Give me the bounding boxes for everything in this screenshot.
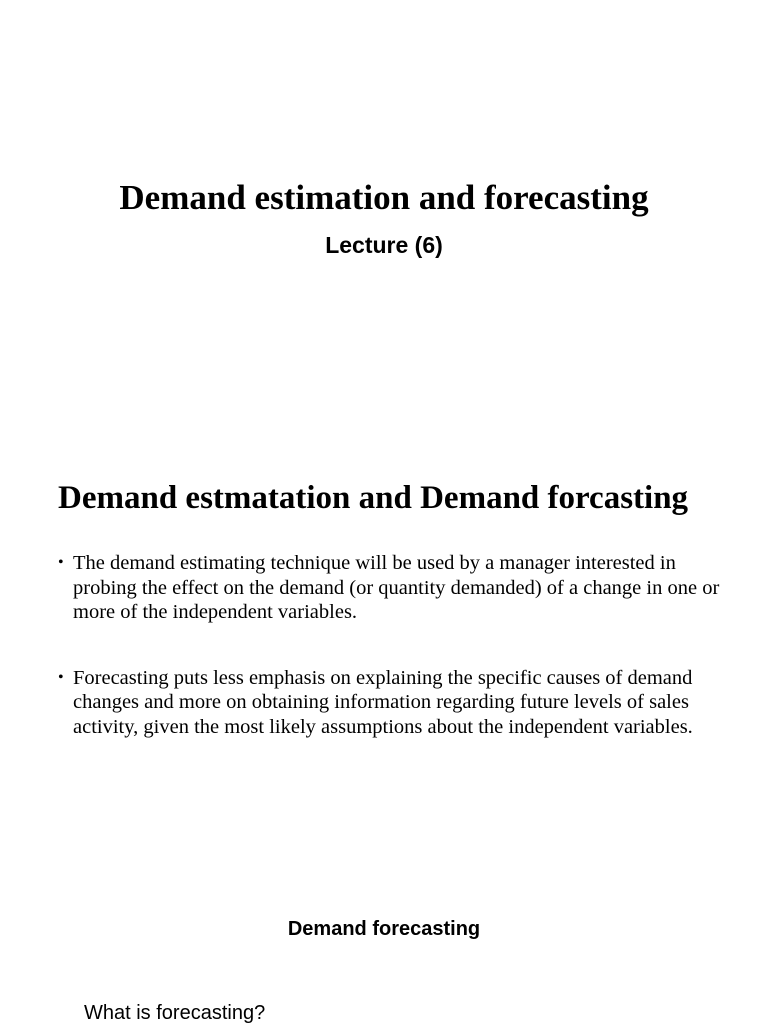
slide-estimation-vs-forecasting [0,430,768,870]
lecture-subtitle: Lecture (6) [325,232,443,258]
slide-demand-forecasting [0,870,768,1024]
presentation-title: Demand estimation and forecasting [119,178,649,217]
bullet-item [58,666,726,740]
bullet-icon: • [58,554,64,571]
slide-heading: Demand estmatation and Demand forcasting [58,480,689,516]
slide-title-page [0,0,768,430]
bullet-text: Forecasting puts less emphasis on explaining the specific causes of demand changes and more on obtaining information regarding future levels of sales activity, given the most likely assumptions about the independent variables. [73,666,693,738]
bullet-list [58,551,726,739]
bullet-item [58,551,726,625]
bullet-icon: • [58,668,64,686]
bullet-text: The demand estimating technique will be used by a manager interested in probing the effect on the demand (or quantity demanded) of a change in one or more of the independent variables. [73,552,720,623]
slide-heading: Demand forecasting [287,918,481,940]
slide-body-text: What is forecasting? [84,1002,266,1024]
